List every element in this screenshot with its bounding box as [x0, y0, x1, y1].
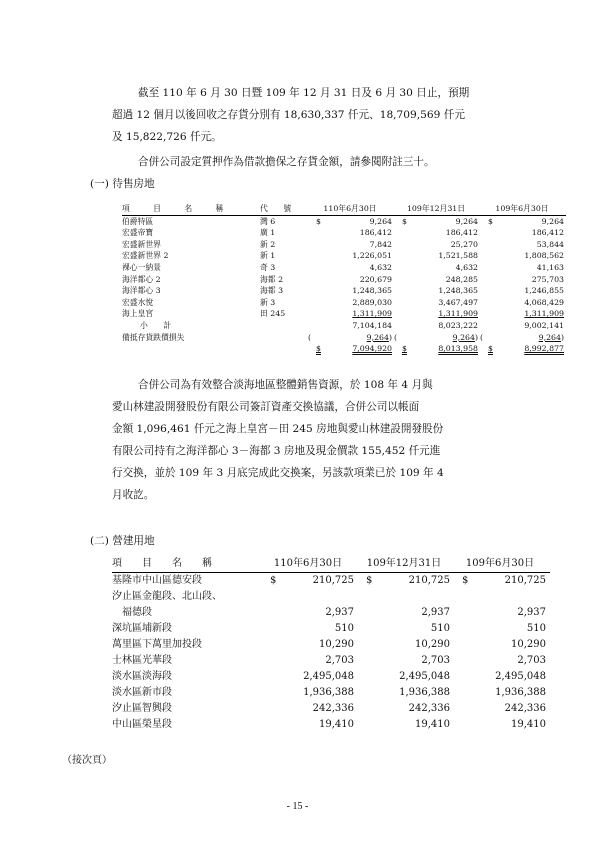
- table-row: [122, 250, 566, 262]
- row-name: 汐止區智興段: [112, 703, 172, 714]
- text-line: 合併公司設定質押作為借款擔保之存貨金額，請參閱附註三十。: [138, 156, 435, 168]
- table-row: [122, 262, 566, 274]
- paragraph-asset-exchange: [112, 374, 532, 506]
- table-row: [112, 701, 550, 717]
- row-value: 248,285: [445, 274, 478, 284]
- row-value: 1,311,909: [352, 309, 392, 319]
- allowance-label: 備抵存貨跌價損失: [122, 332, 185, 342]
- table-row: [112, 685, 550, 701]
- row-code: 奇 3: [260, 262, 276, 272]
- table-row: [112, 621, 550, 637]
- total-row: [122, 343, 566, 355]
- row-value: 1,936,388: [495, 687, 546, 698]
- row-value: 1,311,909: [524, 309, 564, 319]
- text-line: 金額 1,096,461 仟元之海上皇宮－田 245 房地與愛山林建設開發股份: [112, 423, 444, 435]
- total-value: $ 7,094,920: [308, 343, 394, 355]
- header-col3: 109年6月30日: [480, 203, 566, 215]
- text-line: 愛山林建設開發股份有限公司簽訂資產交換協議，合併公司以帳面: [112, 401, 420, 413]
- row-name: 士林區光華段: [112, 655, 172, 666]
- text-line: 行交換，並於 109 年 3 月底完成此交換案，另該款項業已於 109 年 4: [112, 467, 444, 479]
- row-value: 10,290: [415, 639, 450, 650]
- currency-symbol: $: [488, 344, 493, 354]
- text-line: 月收訖。: [112, 489, 155, 501]
- currency-symbol: $: [316, 344, 321, 354]
- row-value: 19,410: [511, 719, 546, 730]
- row-value: 19,410: [319, 719, 354, 730]
- row-value: 53,844: [536, 239, 564, 249]
- row-value: 1,936,388: [303, 687, 354, 698]
- row-name: 淡水區新市段: [112, 687, 172, 698]
- table-row: [122, 227, 566, 239]
- row-value: 25,270: [450, 239, 478, 249]
- row-code: 廣 1: [260, 228, 276, 238]
- header-item-name: 項 目 名 稱: [112, 556, 262, 573]
- row-value: 242,336: [312, 703, 354, 714]
- row-code: 海都 2: [260, 274, 284, 284]
- allowance-value: ( 9,264): [394, 332, 478, 342]
- header-col1: 110年6月30日: [262, 556, 358, 573]
- header-code: 代 號: [260, 203, 308, 215]
- table-row: [112, 637, 550, 653]
- currency-symbol: $: [270, 575, 277, 586]
- row-name: 基隆市中山區德安段: [112, 575, 202, 586]
- row-value: 275,703: [531, 274, 564, 284]
- row-value: $ 9,264: [308, 215, 394, 227]
- row-value: 186,412: [445, 228, 478, 238]
- row-code: 田 245: [260, 309, 286, 319]
- table-row: [112, 653, 550, 669]
- subtotal-value: 9,002,141: [524, 320, 564, 330]
- row-code: 新 2: [260, 239, 276, 249]
- row-value: 2,703: [421, 655, 450, 666]
- continued-note: （接次頁）: [62, 755, 112, 766]
- row-name: 海洋都心 2: [122, 274, 161, 284]
- text-line: 及 15,822,726 仟元。: [112, 131, 222, 143]
- row-value: $ 9,264: [394, 215, 480, 227]
- header-col2: 109年12月31日: [358, 556, 454, 573]
- row-value: $ 210,725: [454, 573, 550, 590]
- section-heading-properties-for-sale: (一) 待售房地: [90, 178, 155, 190]
- row-value: 510: [334, 623, 354, 634]
- row-name: 淡水區淡海段: [112, 671, 172, 682]
- currency-symbol: $: [402, 216, 407, 226]
- row-value: 10,290: [511, 639, 546, 650]
- allowance-value: ( 9,264): [308, 332, 392, 342]
- row-name: 萬里區下萬里加投段: [112, 639, 202, 650]
- row-code: 新 1: [260, 251, 276, 261]
- row-name: 宏盛帝寶: [122, 228, 154, 238]
- row-value: 1,226,051: [352, 251, 392, 261]
- row-value: $ 210,725: [262, 573, 358, 590]
- table-row: [122, 308, 566, 320]
- row-code: 灣 6: [260, 216, 276, 226]
- row-value: 19,410: [415, 719, 450, 730]
- row-value: 510: [526, 623, 546, 634]
- row-value: 510: [430, 623, 450, 634]
- allowance-value: ( 9,264): [480, 332, 564, 342]
- header-item-name: 項 目 名 稱: [122, 203, 260, 215]
- table-row: [112, 573, 550, 590]
- row-value: 2,703: [517, 655, 546, 666]
- currency-symbol: $: [316, 216, 321, 226]
- row-value: 242,336: [408, 703, 450, 714]
- subtotal-label: 小 計: [140, 320, 172, 330]
- text-line: 有限公司持有之海洋都心 3－海都 3 房地及現金價款 155,452 仟元進: [112, 445, 441, 457]
- section-heading-construction-land: (二) 營建用地: [90, 535, 155, 547]
- properties-for-sale-table: [122, 203, 566, 355]
- table-row: [112, 669, 550, 685]
- table-row: [122, 274, 566, 286]
- paragraph-expected-recovery: [112, 82, 532, 148]
- row-value: 2,495,048: [495, 671, 546, 682]
- text-line: 超過 12 個月以後回收之存貨分別有 18,630,337 仟元、18,709,569 仟元: [112, 109, 465, 121]
- page-number: - 15 -: [286, 801, 309, 812]
- row-value: 2,495,048: [399, 671, 450, 682]
- row-value: 4,632: [369, 262, 392, 272]
- subtotal-value: 7,104,184: [352, 320, 392, 330]
- paragraph-pledge-note: [112, 151, 532, 173]
- row-name: 汐止區金龍段、北山段、: [112, 591, 222, 602]
- table-row: [122, 285, 566, 297]
- currency-symbol: $: [402, 344, 407, 354]
- table-row: [112, 605, 550, 621]
- row-value: 7,842: [369, 239, 392, 249]
- row-value: 2,937: [421, 607, 450, 618]
- row-value: 2,495,048: [303, 671, 354, 682]
- text-line: 截至 110 年 6 月 30 日暨 109 年 12 月 31 日及 6 月 30 日止，預期: [138, 87, 470, 99]
- row-value: 2,889,030: [352, 297, 392, 307]
- row-value: 2,937: [517, 607, 546, 618]
- currency-symbol: $: [488, 216, 493, 226]
- table-row: [112, 589, 550, 605]
- header-col2: 109年12月31日: [394, 203, 480, 215]
- row-name: 海洋都心 3: [122, 286, 161, 296]
- row-value: $ 210,725: [358, 573, 454, 590]
- row-name: 伯爵特區: [122, 216, 154, 226]
- row-value: $ 9,264: [480, 215, 566, 227]
- table-row: [122, 239, 566, 251]
- row-name: 深坑區埔新段: [112, 623, 172, 634]
- row-name: 宏盛新世界: [122, 239, 161, 249]
- currency-symbol: $: [462, 575, 469, 586]
- row-name: 宏盛新世界 2: [122, 251, 169, 261]
- row-value: 2,937: [325, 607, 354, 618]
- row-value: 41,163: [536, 262, 564, 272]
- row-value: 186,412: [359, 228, 392, 238]
- row-code: 新 3: [260, 297, 276, 307]
- total-value: $ 8,992,877: [480, 343, 566, 355]
- table-header-row: [122, 203, 566, 215]
- row-name: 宏盛水悅: [122, 297, 154, 307]
- row-value: 242,336: [504, 703, 546, 714]
- allowance-row: [122, 332, 566, 344]
- table-row: [122, 215, 566, 227]
- table-header-row: [112, 556, 550, 573]
- row-value: 1,936,388: [399, 687, 450, 698]
- row-value: 3,467,497: [438, 297, 478, 307]
- row-value: 4,068,429: [524, 297, 564, 307]
- row-value: 1,248,365: [438, 286, 478, 296]
- header-col3: 109年6月30日: [454, 556, 550, 573]
- row-value: 1,311,909: [438, 309, 478, 319]
- table-row: [112, 717, 550, 733]
- subtotal-row: [122, 320, 566, 332]
- row-value: 1,808,562: [524, 251, 564, 261]
- row-value: 186,412: [531, 228, 564, 238]
- row-name: 裸心一納景: [122, 262, 161, 272]
- row-value: 10,290: [319, 639, 354, 650]
- subtotal-value: 8,023,222: [438, 320, 478, 330]
- row-name: 中山區榮星段: [112, 719, 172, 730]
- row-name: 海上皇宮: [122, 309, 154, 319]
- header-col1: 110年6月30日: [308, 203, 394, 215]
- row-value: 1,248,365: [352, 286, 392, 296]
- construction-land-table: [112, 556, 550, 733]
- row-code: 海都 3: [260, 286, 284, 296]
- currency-symbol: $: [366, 575, 373, 586]
- table-row: [122, 297, 566, 309]
- row-name: 福德段: [112, 607, 152, 618]
- total-value: $ 8,013,958: [394, 343, 480, 355]
- row-value: 1,246,855: [524, 286, 564, 296]
- row-value: 220,679: [359, 274, 392, 284]
- row-value: 2,703: [325, 655, 354, 666]
- text-line: 合併公司為有效整合淡海地區整體銷售資源，於 108 年 4 月與: [138, 379, 433, 391]
- row-value: 1,521,588: [438, 251, 478, 261]
- row-value: 4,632: [455, 262, 478, 272]
